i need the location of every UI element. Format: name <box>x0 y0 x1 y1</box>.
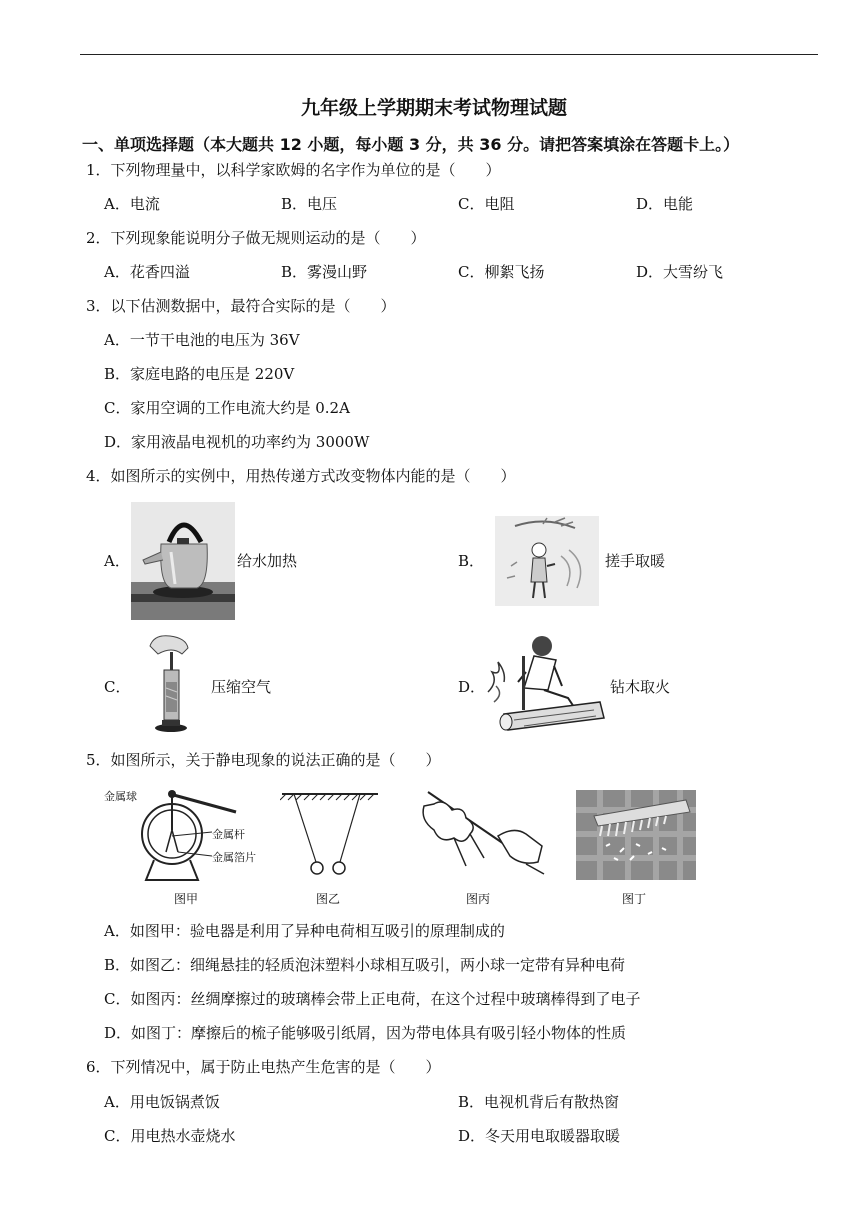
question-3-option-d[interactable]: D．家用液晶电视机的功率约为 3000W <box>104 433 370 451</box>
question-4-option-d-label: 钻木取火 <box>610 678 671 696</box>
electroscope-foil-label: 金属箔片 <box>212 851 256 864</box>
silk-rubbing-glass-rod-diagram <box>414 786 548 882</box>
question-4-option-b-letter[interactable]: B． <box>458 552 485 570</box>
question-4-option-c-label: 压缩空气 <box>211 678 272 696</box>
question-1-option-b[interactable]: B．电压 <box>281 195 338 213</box>
kettle-on-stove-image <box>131 502 235 620</box>
question-4-option-a-label: 给水加热 <box>237 552 298 570</box>
question-5-option-d[interactable]: D．如图丁：摩擦后的梳子能够吸引纸屑，因为带电体具有吸引轻小物体的性质 <box>104 1024 627 1042</box>
page-title: 九年级上学期期末考试物理试题 <box>300 97 567 119</box>
section-heading: 一、单项选择题（本大题共 12 小题，每小题 3 分，共 36 分。请把答案填涂在答题卡上。） <box>82 135 740 154</box>
header-rule <box>80 54 818 55</box>
figure-caption-jia: 图甲 <box>174 892 199 906</box>
question-5-option-c[interactable]: C．如图丙：丝绸摩擦过的玻璃棒会带上正电荷，在这个过程中玻璃棒得到了电子 <box>104 990 641 1008</box>
question-2-option-b[interactable]: B．雾漫山野 <box>281 263 368 281</box>
question-5-option-b[interactable]: B．如图乙：细绳悬挂的轻质泡沫塑料小球相互吸引，两小球一定带有异种电荷 <box>104 956 626 974</box>
electroscope-leader-lines <box>170 820 214 860</box>
question-4-stem: 4．如图所示的实例中，用热传递方式改变物体内能的是（ ） <box>86 467 516 485</box>
question-4-option-d-letter[interactable]: D． <box>458 678 486 696</box>
question-1-stem: 1．下列物理量中，以科学家欧姆的名字作为单位的是（ ） <box>86 161 501 179</box>
question-6-option-b[interactable]: B．电视机背后有散热窗 <box>458 1093 620 1111</box>
question-1-option-d[interactable]: D．电能 <box>636 195 694 213</box>
question-3-option-b[interactable]: B．家庭电路的电压是 220V <box>104 365 295 383</box>
question-2-option-c[interactable]: C．柳絮飞扬 <box>458 263 545 281</box>
question-4-option-a-letter[interactable]: A． <box>104 552 130 570</box>
question-2-option-a[interactable]: A．花香四溢 <box>104 263 190 281</box>
question-6-option-a[interactable]: A．用电饭锅煮饭 <box>104 1093 220 1111</box>
question-5-option-a[interactable]: A．如图甲：验电器是利用了异种电荷相互吸引的原理制成的 <box>104 922 505 940</box>
figure-caption-ding: 图丁 <box>622 892 647 906</box>
question-1-option-a[interactable]: A．电流 <box>104 195 160 213</box>
drilling-wood-fire-image <box>484 632 608 738</box>
comb-attracting-paper-photo <box>576 790 696 880</box>
question-3-option-c[interactable]: C．家用空调的工作电流大约是 0.2A <box>104 399 350 417</box>
question-2-stem: 2．下列现象能说明分子做无规则运动的是（ ） <box>86 229 426 247</box>
rubbing-hands-image <box>495 516 599 606</box>
question-3-option-a[interactable]: A．一节干电池的电压为 36V <box>104 331 300 349</box>
figure-caption-yi: 图乙 <box>316 892 341 906</box>
question-6-option-c[interactable]: C．用电热水壶烧水 <box>104 1127 236 1145</box>
question-4-option-b-label: 搓手取暖 <box>605 552 666 570</box>
question-2-option-d[interactable]: D．大雪纷飞 <box>636 263 724 281</box>
hanging-foam-balls-diagram <box>280 790 380 880</box>
question-1-option-c[interactable]: C．电阻 <box>458 195 515 213</box>
figure-caption-bing: 图丙 <box>466 892 491 906</box>
question-6-stem: 6．下列情况中，属于防止电热产生危害的是（ ） <box>86 1058 441 1076</box>
electroscope-ball-label: 金属球 <box>104 790 137 803</box>
electroscope-rod-label: 金属杆 <box>212 828 245 841</box>
question-4-option-c-letter[interactable]: C． <box>104 678 131 696</box>
question-3-stem: 3．以下估测数据中，最符合实际的是（ ） <box>86 297 396 315</box>
question-5-stem: 5．如图所示，关于静电现象的说法正确的是（ ） <box>86 751 441 769</box>
question-6-option-d[interactable]: D．冬天用电取暖器取暖 <box>458 1127 621 1145</box>
air-compression-pump-image <box>148 632 196 738</box>
